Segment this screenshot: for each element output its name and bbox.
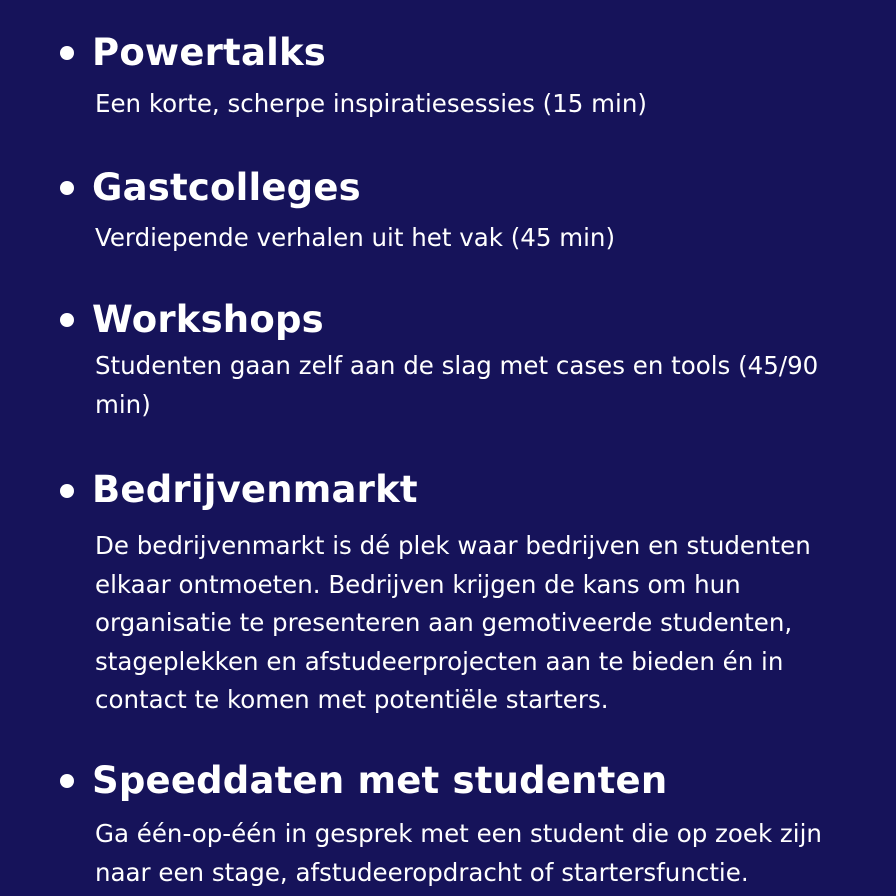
bullet-icon: [60, 313, 74, 327]
item-description: Een korte, scherpe inspiratiesessies (15 min): [95, 89, 647, 118]
item-title: Bedrijvenmarkt: [92, 468, 418, 511]
item-description: De bedrijvenmarkt is dé plek waar bedrijven en studenten elkaar ontmoeten. Bedrijven krijgen de kans om hun organisatie te presenteren aan gemotiveerde studenten, stageplekken en afstudeerprojecten aan te bieden én in contact te komen met potentiële starters.: [95, 531, 811, 714]
item-description: Studenten gaan zelf aan de slag met cases en tools (45/90 min): [95, 351, 819, 419]
item-title: Gastcolleges: [92, 166, 361, 209]
item-title: Workshops: [92, 298, 324, 341]
item-description: Ga één-op-één in gesprek met een student die op zoek zijn naar een stage, afstudeeropdracht of startersfunctie.: [95, 819, 822, 887]
bullet-icon: [60, 46, 74, 60]
bullet-icon: [60, 774, 74, 788]
item-description: Verdiepende verhalen uit het vak (45 min): [95, 223, 616, 252]
item-title: Powertalks: [92, 31, 327, 74]
bullet-icon: [60, 484, 74, 498]
bullet-icon: [60, 181, 74, 195]
item-title: Speeddaten met studenten: [92, 759, 668, 802]
